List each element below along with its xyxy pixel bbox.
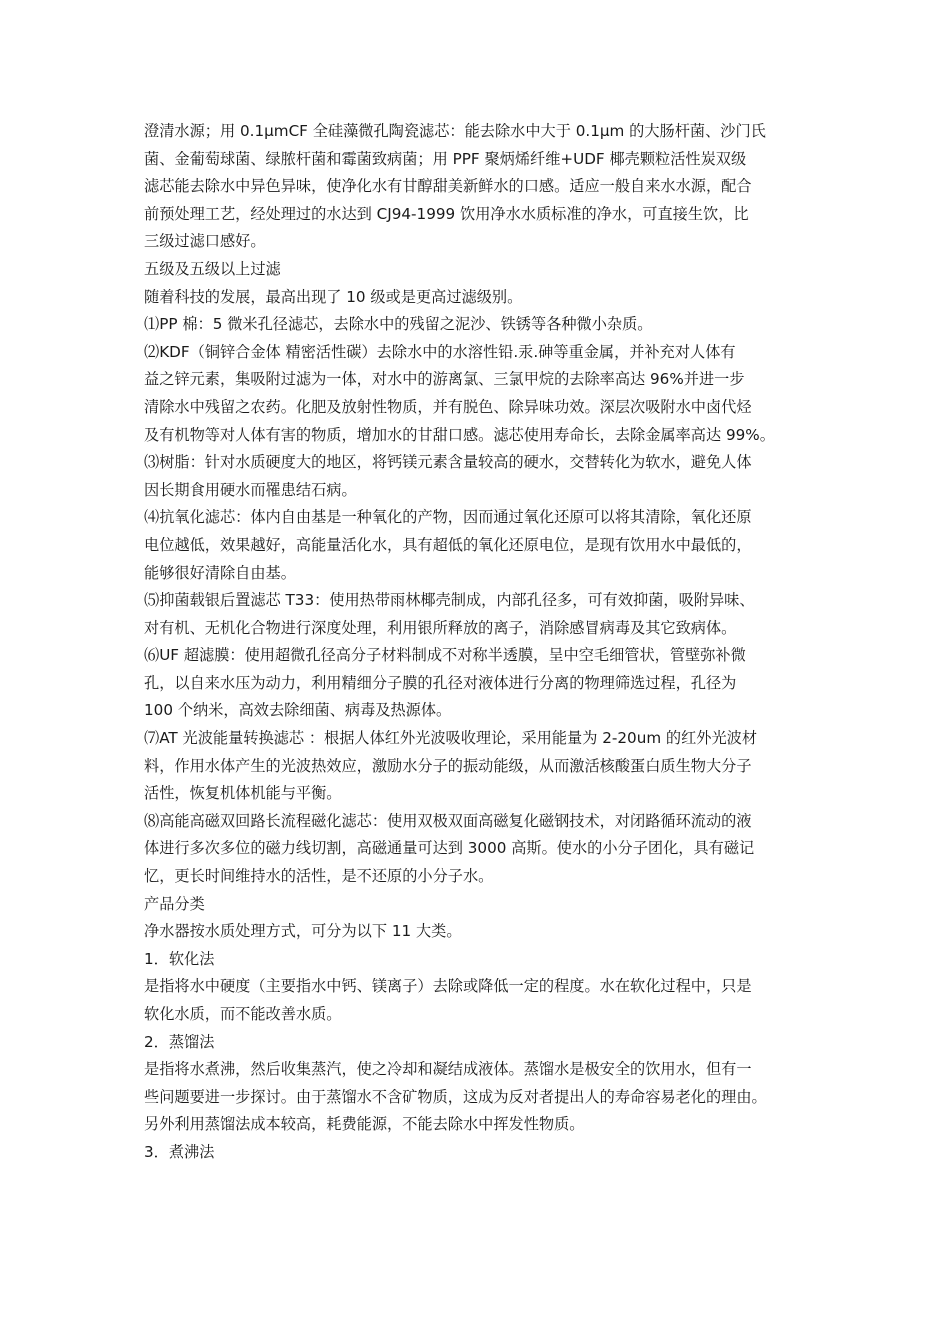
text-line: 前预处理工艺，经处理过的水达到 CJ94-1999 饮用净水水质标准的净水，可直接生饮，比	[144, 204, 749, 223]
subsection-heading: 2．蒸馏法	[144, 1032, 215, 1051]
text-line: 是指将水煮沸，然后收集蒸汽，使之冷却和凝结成液体。蒸馏水是极安全的饮用水，但有一	[144, 1060, 752, 1079]
list-item: ⑷抗氧化滤芯：体内自由基是一种氧化的产物，因而通过氧化还原可以将其清除，氧化还原	[144, 508, 752, 527]
text-line: 料，作用水体产生的光波热效应，激励水分子的振动能级，从而激活核酸蛋白质生物大分子	[144, 756, 752, 775]
text-line: 些问题要进一步探讨。由于蒸馏水不含矿物质，这成为反对者提出人的寿命容易老化的理由。	[144, 1087, 767, 1106]
text-line: 随着科技的发展，最高出现了 10 级或是更高过滤级别。	[144, 287, 523, 306]
subsection-heading: 1．软化法	[144, 949, 215, 968]
list-item: ⑺AT 光波能量转换滤芯 ：根据人体红外光波吸收理论，采用能量为 2-20um 的红外光波材	[144, 729, 758, 748]
list-item: ⑶树脂：针对水质硬度大的地区，将钙镁元素含量较高的硬水，交替转化为软水，避免人体	[144, 453, 752, 472]
text-line: 清除水中残留之农药。化肥及放射性物质，并有脱色、除异味功效。深层次吸附水中卤代烃	[144, 397, 752, 416]
text-line: 对有机、无机化合物进行深度处理，利用银所释放的离子，消除感冒病毒及其它致病体。	[144, 618, 737, 637]
text-line: 因长期食用硬水而罹患结石病。	[144, 480, 357, 499]
subsection-heading: 3．煮沸法	[144, 1142, 215, 1161]
list-item: ⑹UF 超滤膜：使用超微孔径高分子材料制成不对称半透膜，呈中空毛细管状，管壁弥补微	[144, 646, 746, 665]
section-heading: 产品分类	[144, 894, 205, 913]
text-line: 孔，以自来水压为动力，利用精细分子膜的孔径对液体进行分离的物理筛选过程，孔径为	[144, 673, 737, 692]
text-line: 净水器按水质处理方式，可分为以下 11 大类。	[144, 922, 462, 941]
section-heading: 五级及五级以上过滤	[144, 259, 281, 278]
text-line: 活性，恢复机体机能与平衡。	[144, 784, 342, 803]
text-line: 三级过滤口感好。	[144, 232, 266, 251]
text-line: 软化水质，而不能改善水质。	[144, 1005, 342, 1023]
text-line: 忆，更长时间维持水的活性，是不还原的小分子水。	[144, 867, 494, 886]
list-item: ⑵KDF（铜锌合金体 精密活性碳）去除水中的水溶性铅.汞.砷等重金属，并补充对人体有	[144, 342, 736, 361]
text-line: 是指将水中硬度（主要指水中钙、镁离子）去除或降低一定的程度。水在软化过程中，只是	[144, 977, 752, 996]
list-item: ⑴PP 棉：5 微米孔径滤芯，去除水中的残留之泥沙、铁锈等各种微小杂质。	[144, 315, 653, 334]
text-line: 另外利用蒸馏法成本较高，耗费能源，不能去除水中挥发性物质。	[144, 1115, 585, 1134]
text-line: 益之锌元素，集吸附过滤为一体，对水中的游离氯、三氯甲烷的去除率高达 96%并进一步	[144, 370, 745, 389]
text-line: 体进行多次多位的磁力线切割，高磁通量可达到 3000 高斯。使水的小分子团化，具有磁记	[144, 839, 755, 858]
text-line: 能够很好清除自由基。	[144, 563, 296, 582]
text-line: 澄清水源；用 0.1μmCF 全硅藻微孔陶瓷滤芯：能去除水中大于 0.1μm 的大肠杆菌、沙门氏	[144, 122, 766, 140]
list-item: ⑸抑菌载银后置滤芯 T33：使用热带雨林椰壳制成，内部孔径多，可有效抑菌，吸附异味、	[144, 591, 755, 610]
text-line: 及有机物等对人体有害的物质，增加水的甘甜口感。滤芯使用寿命长，去除金属率高达 99%。	[144, 425, 775, 444]
document-page	[144, 118, 808, 1167]
text-line: 100 个纳米，高效去除细菌、病毒及热源体。	[144, 701, 452, 720]
list-item: ⑻高能高磁双回路长流程磁化滤芯：使用双极双面高磁复化磁钢技术，对闭路循环流动的液	[144, 811, 752, 830]
text-line: 滤芯能去除水中异色异味，使净化水有甘醇甜美新鲜水的口感。适应一般自来水水源，配合	[144, 177, 752, 196]
text-line: 菌、金葡萄球菌、绿脓杆菌和霉菌致病菌；用 PPF 聚炳烯纤维+UDF 椰壳颗粒活性炭双级	[144, 149, 747, 168]
text-line: 电位越低，效果越好，高能量活化水，具有超低的氧化还原电位，是现有饮用水中最低的，	[144, 535, 752, 554]
